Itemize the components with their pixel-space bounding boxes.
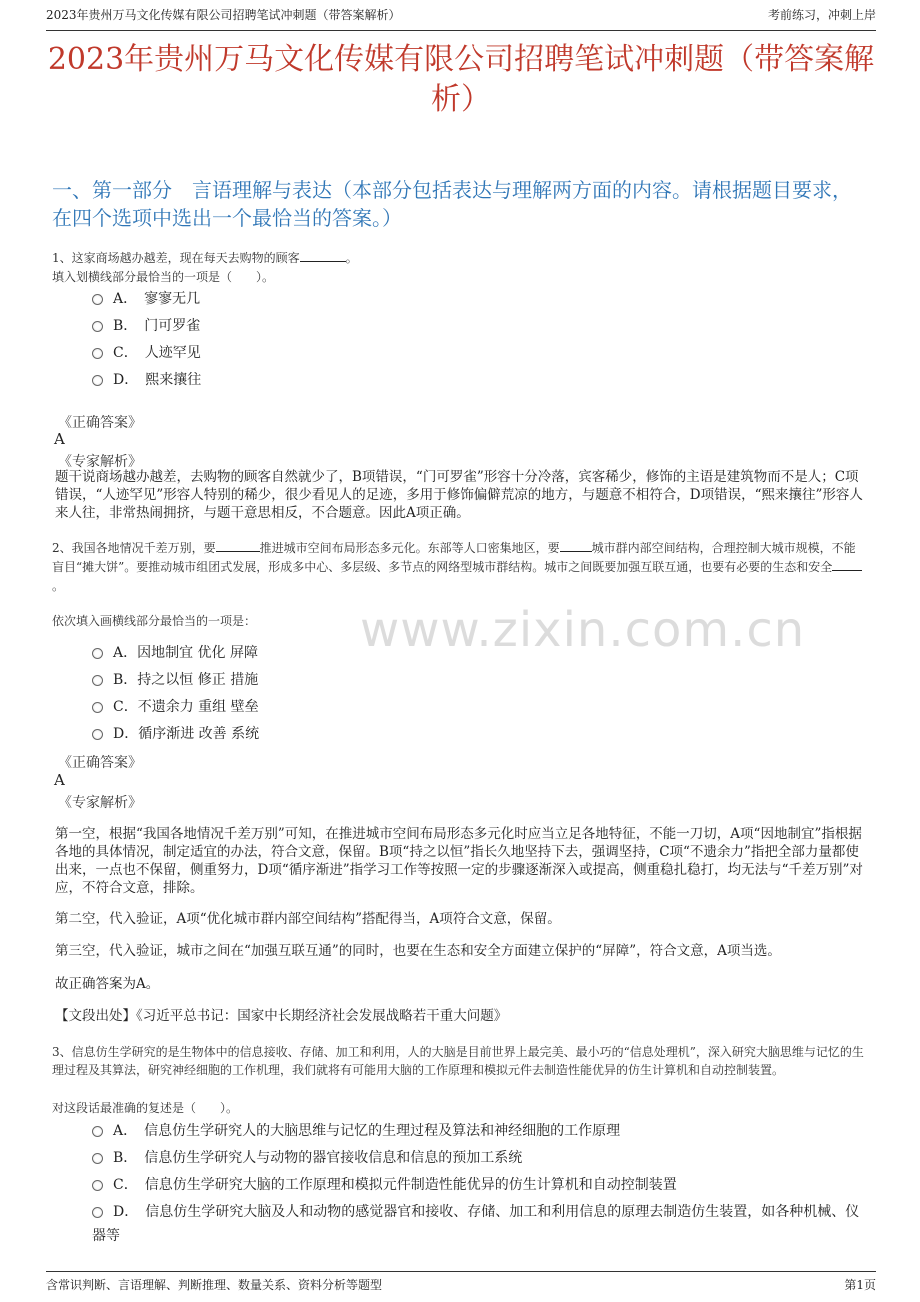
section-heading: 一、第一部分 言语理解与表达（本部分包括表达与理解两方面的内容。请根据题目要求，在四个选项中选出一个最恰当的答案。） <box>52 178 852 230</box>
question-1-instruction: 填入划横线部分最恰当的一项是（ ）。 <box>52 270 275 284</box>
radio-button[interactable] <box>92 729 103 740</box>
page-footer <box>46 1271 876 1302</box>
watermark: www.zixin.com.cn <box>360 602 806 658</box>
question-2-stem: 2、我国各地情况千差万别，要 推进城市空间布局形态多元化。东部等人口密集地区，要 城市群内部空间结构，合理控制大城市规模，不能盲目“摊大饼”。要推动城市组团式发展，形成多中心、多层级、多节点的网络型城市群结构。城市之间既要加强互联互通，也要有必要的生态和安全。 <box>52 539 866 596</box>
radio-button[interactable] <box>92 1207 103 1218</box>
radio-button[interactable] <box>92 375 103 386</box>
header-slogan: 考前练习，冲刺上岸 <box>767 8 876 22</box>
footer-description: 含常识判断、言语理解、判断推理、数量关系、资料分析等题型 <box>46 1278 383 1292</box>
q1-option-a[interactable]: A． 寥寥无几 <box>92 287 870 311</box>
q2-source: 【文段出处】《习近平总书记：国家中长期经济社会发展战略若干重大问题》 <box>55 1008 508 1024</box>
q1-correct-label: 《正确答案》 <box>58 415 142 431</box>
q3-option-c[interactable]: C． 信息仿生学研究大脑的工作原理和模拟元件制造性能优异的仿生计算机和自动控制装置 <box>92 1173 870 1197</box>
radio-button[interactable] <box>92 702 103 713</box>
q2-answer: A <box>54 771 65 789</box>
q3-option-d[interactable]: D． 信息仿生学研究大脑及人和动物的感觉器官和接收、存储、加工和利用信息的原理去制造仿生装置，如各种机械、仪器等 <box>92 1204 860 1244</box>
page-number: 第1页 <box>844 1278 876 1292</box>
question-1-stem: 1、这家商场越办越差，现在每天去购物的顾客 。 <box>52 251 358 265</box>
q2-option-a[interactable]: A．因地制宜 优化 屏障 <box>92 641 870 665</box>
q2-option-d[interactable]: D．循序渐进 改善 系统 <box>92 722 870 746</box>
document-title: 2023年贵州万马文化传媒有限公司招聘笔试冲刺题（带答案解析） <box>47 42 875 117</box>
q2-analysis-paragraph-4: 故正确答案为A。 <box>55 976 160 992</box>
q2-option-c[interactable]: C．不遗余力 重组 壁垒 <box>92 695 870 719</box>
question-3-stem: 3、信息仿生学研究的是生物体中的信息接收、存储、加工和利用，人的大脑是目前世界上最完美、最小巧的“信息处理机”，深入研究大脑思维与记忆的生理过程及其算法，研究神经细胞的工作机理，我们就将有可能用大脑的工作原理和模拟元件去制造性能优异的仿生计算机和自动控制装置。 <box>52 1045 864 1077</box>
q3-option-a[interactable]: A． 信息仿生学研究人的大脑思维与记忆的生理过程及算法和神经细胞的工作原理 <box>92 1119 870 1143</box>
q1-option-d[interactable]: D． 熙来攘往 <box>92 368 870 392</box>
radio-button[interactable] <box>92 1126 103 1137</box>
q2-analysis-paragraph-2: 第二空，代入验证，A项“优化城市群内部空间结构”搭配得当，A项符合文意，保留。 <box>55 911 561 927</box>
question-3-instruction: 对这段话最准确的复述是（ ）。 <box>52 1101 239 1115</box>
q2-option-b[interactable]: B．持之以恒 修正 措施 <box>92 668 870 692</box>
q1-option-c[interactable]: C． 人迹罕见 <box>92 341 870 365</box>
radio-button[interactable] <box>92 675 103 686</box>
q1-option-b[interactable]: B． 门可罗雀 <box>92 314 870 338</box>
q3-option-b[interactable]: B． 信息仿生学研究人与动物的器官接收信息和信息的预加工系统 <box>92 1146 870 1170</box>
q2-analysis-paragraph-1: 第一空，根据“我国各地情况千差万别”可知，在推进城市空间布局形态多元化时应当立足各地特征，不能一刀切，A项“因地制宜”指根据各地的具体情况，制定适宜的办法，符合文意，保留。B项“持之以恒”指长久地坚持下去，强调坚持，C项“不遗余力”指把全部力量都使出来，一点也不保留，侧重努力，D项“循序渐进”指学习工作等按照一定的步骤逐渐深入或提高，侧重稳扎稳打，均无法与“千差万别”对应，不符合文意，排除。 <box>55 826 863 896</box>
radio-button[interactable] <box>92 1153 103 1164</box>
radio-button[interactable] <box>92 294 103 305</box>
radio-button[interactable] <box>92 1180 103 1191</box>
q2-correct-label: 《正确答案》 <box>58 755 142 771</box>
q1-answer: A <box>54 430 65 448</box>
header-doc-title: 2023年贵州万马文化传媒有限公司招聘笔试冲刺题（带答案解析） <box>46 8 401 22</box>
q2-analysis-paragraph-3: 第三空，代入验证，城市之间在“加强互联互通”的同时，也要在生态和安全方面建立保护的“屏障”，符合文意，A项当选。 <box>55 943 781 959</box>
radio-button[interactable] <box>92 348 103 359</box>
q1-analysis-label: 《专家解析》 <box>58 454 142 470</box>
radio-button[interactable] <box>92 648 103 659</box>
question-2-instruction: 依次填入画横线部分最恰当的一项是： <box>52 614 257 628</box>
q2-analysis-label: 《专家解析》 <box>58 795 142 811</box>
radio-button[interactable] <box>92 321 103 332</box>
page-header <box>46 0 876 31</box>
q1-analysis-text: 题干说商场越办越差，去购物的顾客自然就少了，B项错误，“门可罗雀”形容十分冷落，宾客稀少，修饰的主语是建筑物而不是人；C项错误，“人迹罕见”形容人特别的稀少，很少看见人的足迹，多用于修饰偏僻荒凉的地方，与题意不相符合，D项错误，“熙来攘往”形容人来人往，非常热闹拥挤，与题干意思相反，不合题意。因此A项正确。 <box>55 469 863 521</box>
